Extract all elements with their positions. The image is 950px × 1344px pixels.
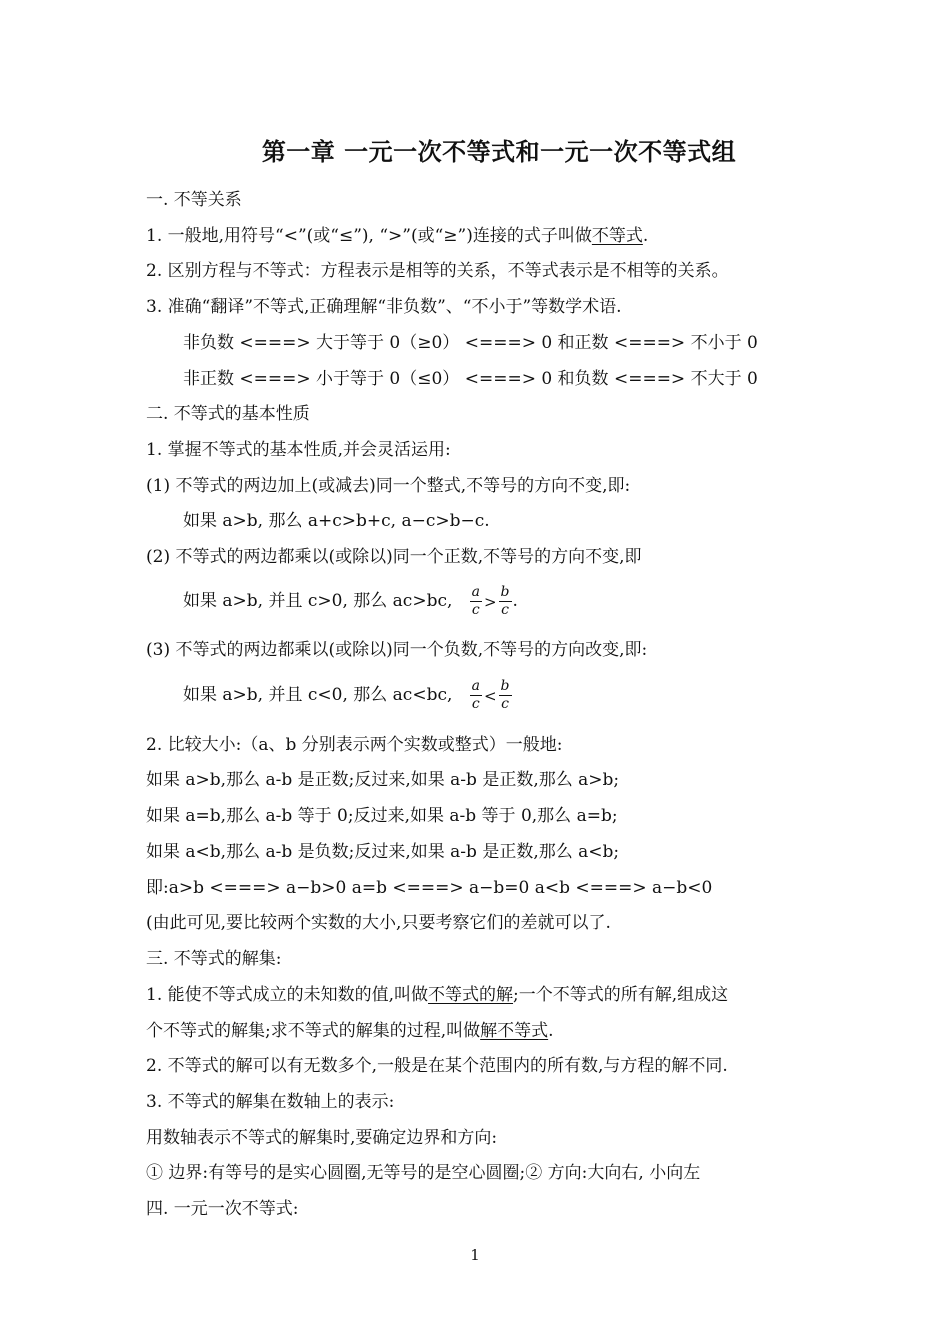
fraction: $\frac{b}{c}$ xyxy=(500,584,510,618)
underlined-term: 解不等式 xyxy=(480,1021,549,1041)
paragraph: (3) 不等式的两边都乘以(或除以)同一个负数,不等号的方向改变,即: xyxy=(146,640,648,660)
paragraph: 2. 比较大小:（a、b 分别表示两个实数或整式）一般地: xyxy=(146,735,563,755)
paragraph: 1. 一般地,用符号“<”(或“≤”), “>”(或“≥”)连接的式子叫做不等式. xyxy=(146,226,649,246)
paragraph: (1) 不等式的两边加上(或减去)同一个整式,不等号的方向不变,即: xyxy=(146,476,631,496)
paragraph: 如果 a>b,那么 a-b 是正数;反过来,如果 a-b 是正数,那么 a>b; xyxy=(146,770,620,790)
fraction: $\frac{a}{c}$ xyxy=(471,678,480,712)
paragraph: ① 边界:有等号的是实心圆圈,无等号的是空心圆圈;② 方向:大向右, 小向左 xyxy=(146,1163,701,1183)
paragraph: 非正数 <===> 小于等于 0（≤0） <===> 0 和负数 <===> 不大于 0 xyxy=(183,369,758,389)
example: 如果 a>b, 并且 c<0, 那么 ac<bc, $\frac{a}{c}$ < $\frac{b}{c}$ xyxy=(183,678,510,712)
paragraph: 即:a>b <===> a−b>0 a=b <===> a−b=0 a<b <===> a−b<0 xyxy=(146,878,713,898)
section-heading-1: 一. 不等关系 xyxy=(146,190,242,210)
fraction: $\frac{a}{c}$ xyxy=(471,584,480,618)
paragraph: 2. 区别方程与不等式：方程表示是相等的关系，不等式表示是不相等的关系。 xyxy=(146,261,729,281)
paragraph: 个不等式的解集;求不等式的解集的过程,叫做解不等式. xyxy=(146,1021,554,1041)
paragraph: 如果 a=b,那么 a-b 等于 0;反过来,如果 a-b 等于 0,那么 a=b; xyxy=(146,806,618,826)
example: 如果 a>b, 那么 a+c>b+c, a−c>b−c. xyxy=(183,511,490,531)
paragraph: 如果 a<b,那么 a-b 是负数;反过来,如果 a-b 是正数,那么 a<b; xyxy=(146,842,620,862)
paragraph: 用数轴表示不等式的解集时,要确定边界和方向: xyxy=(146,1128,498,1148)
section-heading-2: 二. 不等式的基本性质 xyxy=(146,404,310,424)
underlined-term: 不等式 xyxy=(591,226,643,246)
chapter-title: 第一章 一元一次不等式和一元一次不等式组 xyxy=(261,137,737,166)
paragraph: (由此可见,要比较两个实数的大小,只要考察它们的差就可以了. xyxy=(146,913,611,933)
paragraph: 1. 能使不等式成立的未知数的值,叫做不等式的解;一个不等式的所有解,组成这 xyxy=(146,985,729,1005)
underlined-term: 不等式的解 xyxy=(428,985,514,1005)
paragraph: (2) 不等式的两边都乘以(或除以)同一个正数,不等号的方向不变,即 xyxy=(146,547,642,567)
page-number: 1 xyxy=(470,1246,480,1264)
paragraph: 2. 不等式的解可以有无数多个,一般是在某个范围内的所有数,与方程的解不同. xyxy=(146,1056,728,1076)
section-heading-4: 四. 一元一次不等式: xyxy=(146,1199,299,1219)
paragraph: 非负数 <===> 大于等于 0（≥0） <===> 0 和正数 <===> 不小于 0 xyxy=(183,333,758,353)
fraction: $\frac{b}{c}$ xyxy=(500,678,510,712)
paragraph: 3. 准确“翻译”不等式,正确理解“非负数”、“不小于”等数学术语. xyxy=(146,297,622,317)
section-heading-3: 三. 不等式的解集: xyxy=(146,949,282,969)
example: 如果 a>b, 并且 c>0, 那么 ac>bc, $\frac{a}{c}$ > $\frac{b}{c}$ . xyxy=(183,584,518,618)
paragraph: 1. 掌握不等式的基本性质,并会灵活运用: xyxy=(146,440,451,460)
paragraph: 3. 不等式的解集在数轴上的表示: xyxy=(146,1092,395,1112)
